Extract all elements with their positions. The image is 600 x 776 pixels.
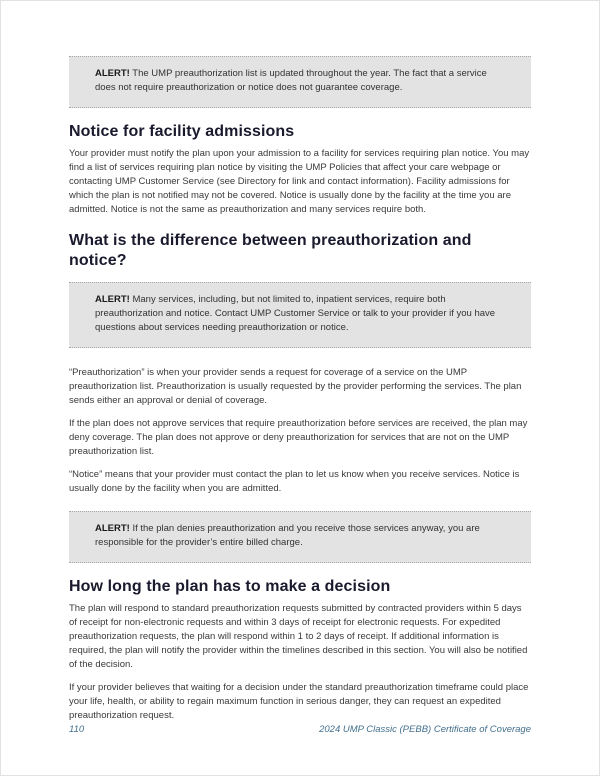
paragraph-preauthorization-definition: “Preauthorization” is when your provider sends a request for coverage of a service on the UMP preauthorization list. Preauthorization is usually requested by the provider performing the services. The plan sends either an approval or denial of coverage. xyxy=(69,367,522,406)
alert-label: ALERT! xyxy=(95,68,130,79)
paragraph-notice-definition: “Notice” means that your provider must contact the plan to let us know when you receive services. Notice is usually done by the facility when you are admitted. xyxy=(69,469,520,494)
paragraph-plan-approval: If the plan does not approve services that require preauthorization before services are received, the plan may deny coverage. The plan does not approve or deny preauthorization for services that are not on the UMP preauthorization list. xyxy=(69,418,528,457)
paragraph-facility-admissions: Your provider must notify the plan upon your admission to a facility for services requiring plan notice. You may find a list of services requiring plan notice by visiting the UMP Policies that affect your care webpage or contacting UMP Customer Service (see Directory for link and contact information). Facility admissions for which the plan is not notified may not be covered. Notice is usually done by the facility at the time you are admitted. Notice is not the same as preauthorization and many services require both. xyxy=(69,148,530,215)
alert-box-preauth-list xyxy=(69,56,531,108)
spacer xyxy=(69,354,531,366)
footer-document-title: 2024 UMP Classic (PEBB) Certificate of Coverage xyxy=(319,724,531,735)
paragraph-decision-timelines: The plan will respond to standard preauthorization requests submitted by contracted providers within 5 days of receipt for non-electronic requests and within 3 days of receipt for electronic requests. For expedited preauthorization requests, the plan will respond within 1 to 2 days of receipt. If additional information is required, the plan will notify the provider within the timelines described in this section. You will also be notified of the decision. xyxy=(69,603,528,670)
alert-text: The UMP preauthorization list is updated throughout the year. The fact that a service does not require preauthorization or notice does not guarantee coverage. xyxy=(95,68,487,93)
alert-text: If the plan denies preauthorization and you receive those services anyway, you are responsible for the provider’s entire billed charge. xyxy=(95,523,480,548)
alert-text: Many services, including, but not limited to, inpatient services, require both preauthorization and notice. Contact UMP Customer Service or talk to your provider if you have questions about services needing preauthorization or notice. xyxy=(95,294,496,333)
section-heading-decision-time: How long the plan has to make a decision xyxy=(69,578,391,595)
alert-box-both-required xyxy=(69,282,531,348)
paragraph-expedited-request: If your provider believes that waiting for a decision under the standard preauthorization timeframe could place your life, health, or ability to regain maximum function in serious danger, they can request an expedited preauthorization request. xyxy=(69,682,529,721)
alert-box-denied-preauth xyxy=(69,511,531,563)
footer-page-number: 110 xyxy=(69,724,85,735)
alert-label: ALERT! xyxy=(95,294,130,305)
page-footer xyxy=(69,724,531,735)
section-heading-facility-admissions: Notice for facility admissions xyxy=(69,123,295,140)
alert-label: ALERT! xyxy=(95,523,130,534)
section-heading-difference: What is the difference between preauthorization and notice? xyxy=(69,232,472,269)
